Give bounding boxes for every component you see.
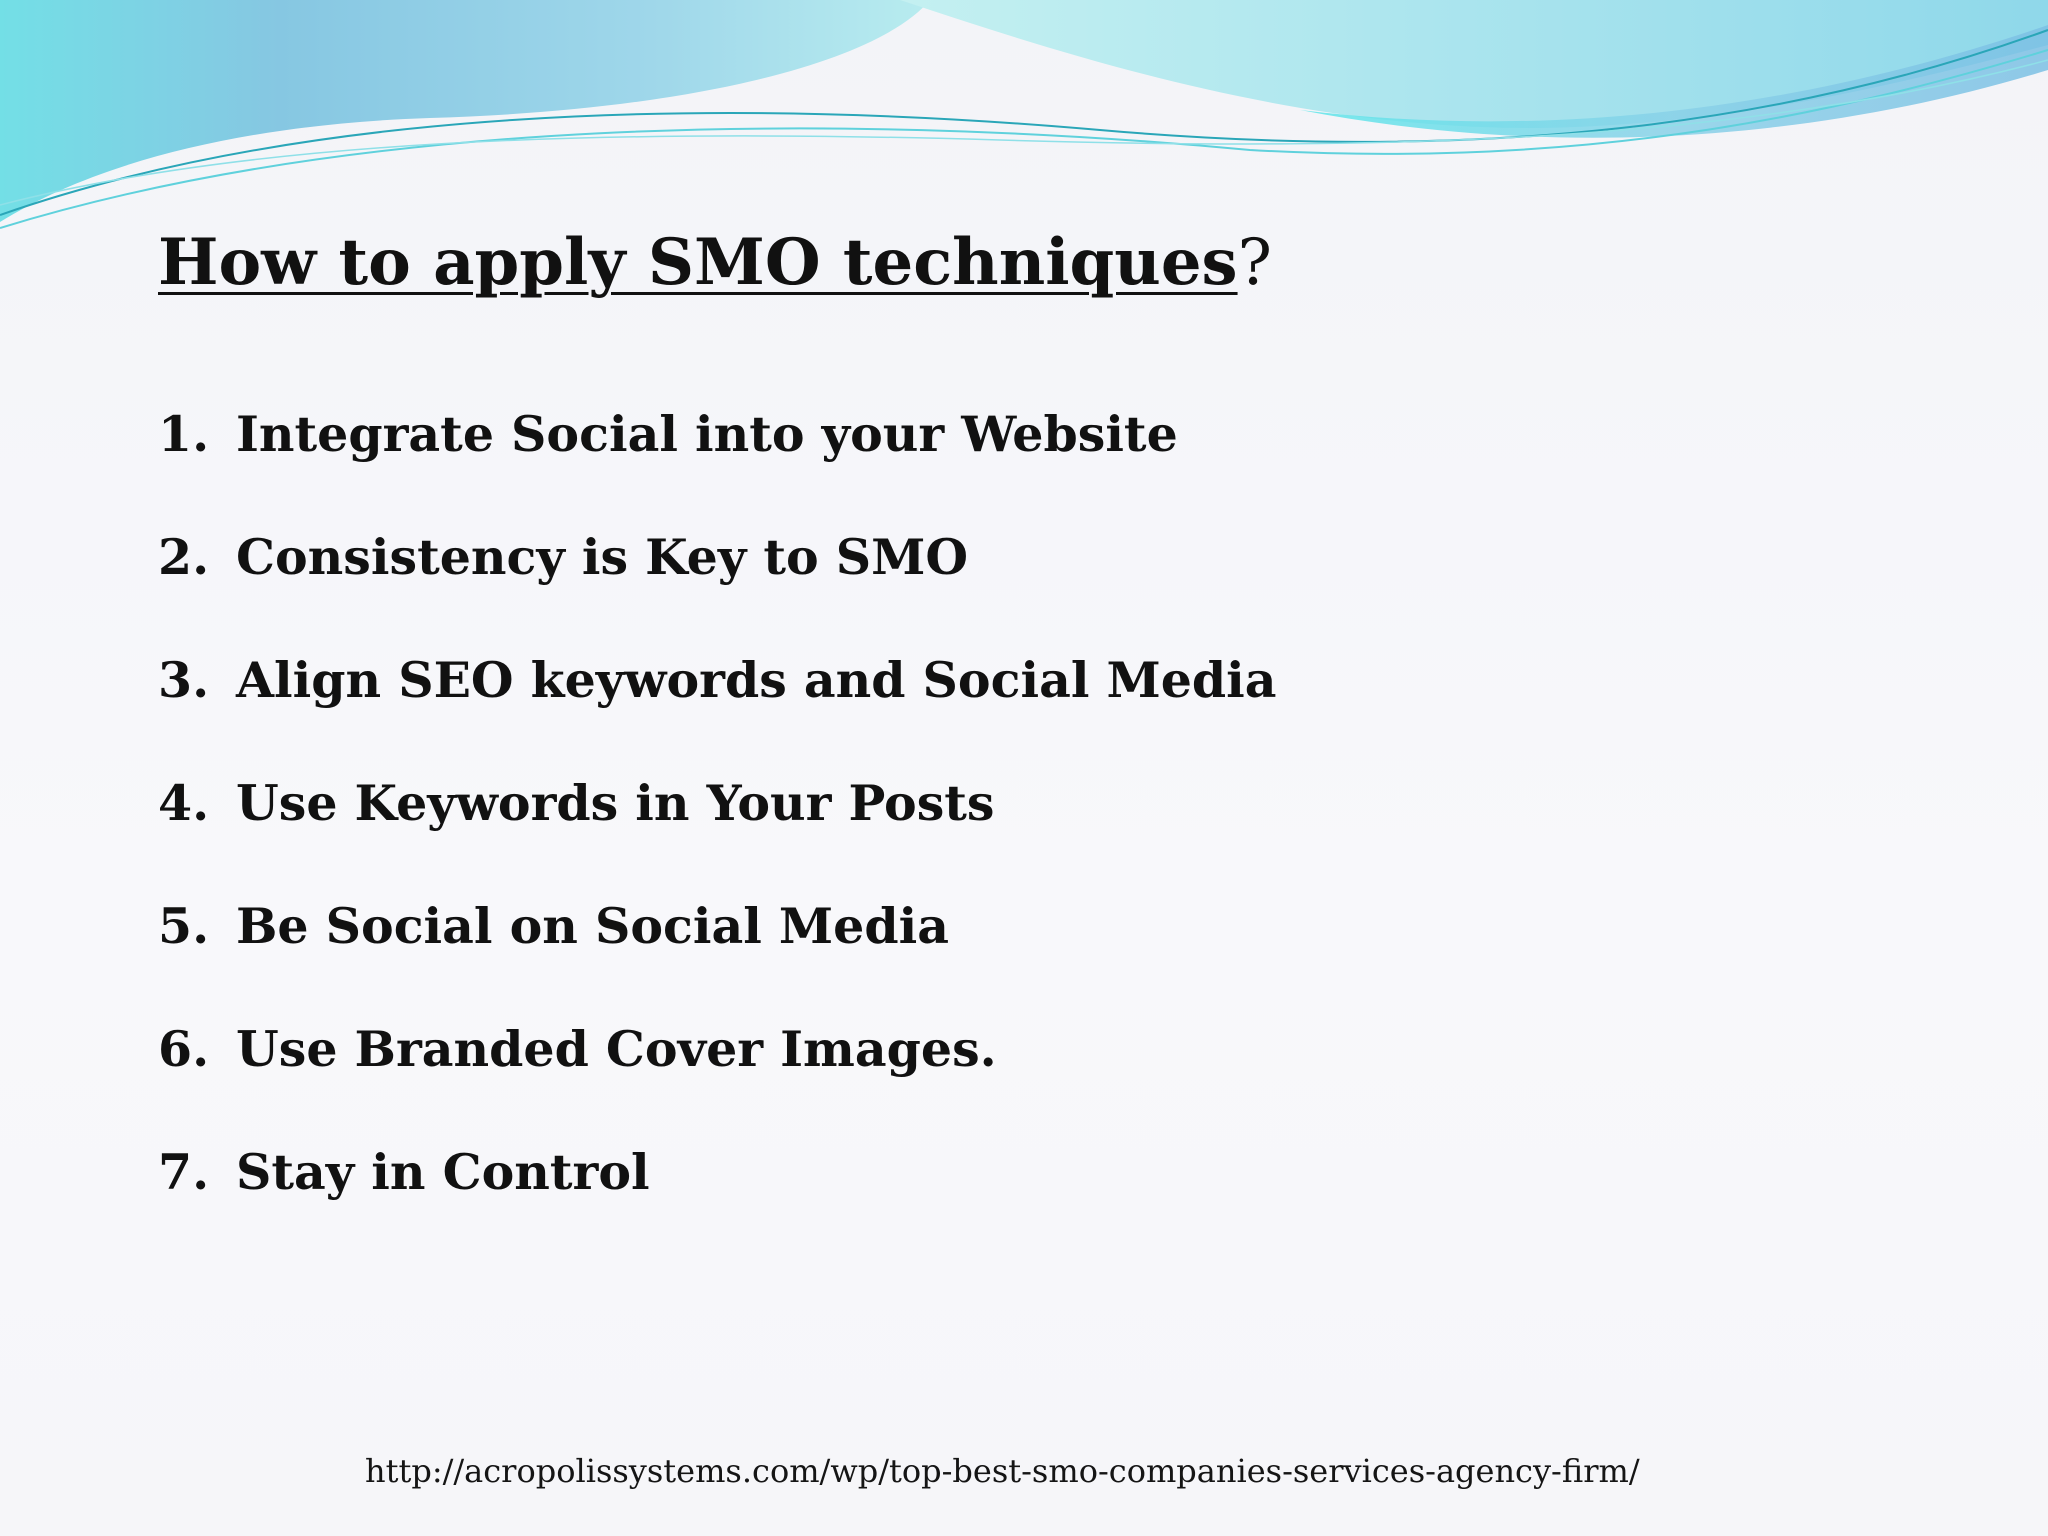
list-item	[158, 528, 1277, 651]
list-item-number: 5.	[158, 897, 210, 955]
wave-shape-left	[0, 0, 930, 222]
list-item-number: 7.	[158, 1143, 210, 1201]
list-item-text: Use Keywords in Your Posts	[236, 774, 995, 832]
list-item	[158, 651, 1277, 774]
list-item	[158, 774, 1277, 897]
footer-url: http://acropolissystems.com/wp/top-best-smo-companies-services-agency-firm/	[365, 1452, 1640, 1490]
list-item	[158, 1143, 1277, 1266]
list-item-text: Consistency is Key to SMO	[236, 528, 969, 586]
page-title	[158, 225, 1272, 300]
decorative-wave-header	[0, 0, 2048, 260]
list-item-number: 2.	[158, 528, 210, 586]
list-item-text: Use Branded Cover Images.	[236, 1020, 997, 1078]
page-title-text: How to apply SMO techniques	[158, 225, 1238, 300]
list-item	[158, 897, 1277, 1020]
list-item-number: 4.	[158, 774, 210, 832]
list-item-text: Integrate Social into your Website	[236, 405, 1178, 463]
list-item-number: 6.	[158, 1020, 210, 1078]
list-item-text: Be Social on Social Media	[236, 897, 949, 955]
list-item-number: 3.	[158, 651, 210, 709]
list-item-text: Stay in Control	[236, 1143, 650, 1201]
list-item	[158, 1020, 1277, 1143]
technique-list	[158, 405, 1277, 1266]
list-item-text: Align SEO keywords and Social Media	[236, 651, 1277, 709]
list-item	[158, 405, 1277, 528]
list-item-number: 1.	[158, 405, 210, 463]
page-title-suffix: ?	[1237, 226, 1272, 300]
